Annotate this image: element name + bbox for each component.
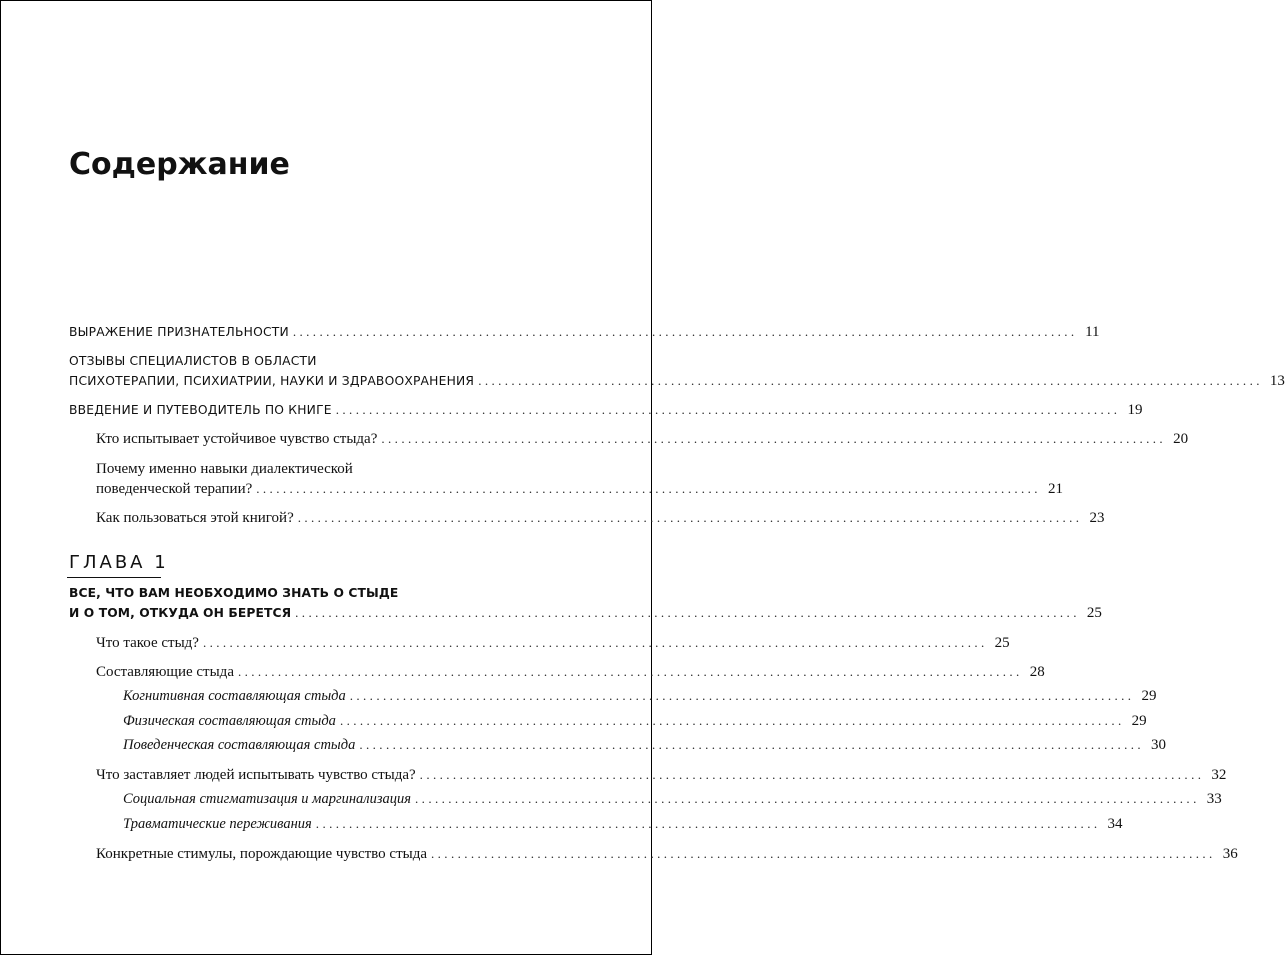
dot-leader: ...................................................................................................................... bbox=[359, 737, 1145, 752]
toc-entry-label: ПСИХОТЕРАПИИ, ПСИХИАТРИИ, НАУКИ И ЗДРАВООХРАНЕНИЯ bbox=[69, 374, 475, 388]
toc-page-number: 21 bbox=[1047, 481, 1063, 497]
dot-leader: ...................................................................................................................... bbox=[381, 431, 1167, 446]
dot-leader: ...................................................................................................................... bbox=[415, 791, 1200, 806]
toc-entry-label: Социальная стигматизация и маргинализация bbox=[123, 791, 412, 807]
toc-entry-label: Когнитивная составляющая стыда bbox=[123, 688, 346, 704]
toc-entry-cognitive[interactable] bbox=[123, 686, 1157, 706]
toc-page-number: 29 bbox=[1131, 713, 1147, 729]
toc-entry-reviews[interactable] bbox=[69, 371, 1285, 391]
toc-entry-triggers[interactable] bbox=[96, 844, 1238, 864]
toc-entry-label: Что заставляет людей испытывать чувство стыда? bbox=[96, 767, 416, 783]
toc-entry-what-causes[interactable] bbox=[96, 765, 1227, 785]
dot-leader: ...................................................................................................................... bbox=[297, 510, 1083, 525]
toc-page-number: 29 bbox=[1141, 688, 1157, 704]
toc-entry-how-to-use[interactable] bbox=[96, 508, 1105, 528]
toc-entry-acknowledgments[interactable] bbox=[69, 322, 1100, 342]
page-title: Содержание bbox=[69, 147, 290, 182]
toc-page-number: 23 bbox=[1089, 510, 1105, 526]
toc-entry-label: Кто испытывает устойчивое чувство стыда? bbox=[96, 431, 378, 447]
toc-page-number: 36 bbox=[1222, 846, 1238, 862]
toc-page-number: 19 bbox=[1127, 402, 1143, 418]
toc-page-number: 25 bbox=[994, 635, 1010, 651]
toc-entry-label: Поведенческая составляющая стыда bbox=[123, 737, 356, 753]
toc-chapter-title-line1: ВСЕ, ЧТО ВАМ НЕОБХОДИМО ЗНАТЬ О СТЫДЕ bbox=[69, 586, 399, 600]
toc-entry-label: Травматические переживания bbox=[123, 816, 312, 832]
dot-leader: ...................................................................................................................... bbox=[339, 713, 1125, 728]
toc-chapter-title[interactable] bbox=[69, 603, 1102, 623]
toc-page-number: 25 bbox=[1086, 605, 1102, 621]
dot-leader: ...................................................................................................................... bbox=[315, 816, 1101, 831]
dot-leader: ...................................................................................................................... bbox=[292, 324, 1078, 339]
toc-entry-label: Конкретные стимулы, порождающие чувство стыда bbox=[96, 846, 427, 862]
toc-entry-label: Физическая составляющая стыда bbox=[123, 713, 336, 729]
toc-entry-label: ВВЕДЕНИЕ И ПУТЕВОДИТЕЛЬ ПО КНИГЕ bbox=[69, 403, 332, 417]
toc-entry-behavioral[interactable] bbox=[123, 735, 1167, 755]
dot-leader: ...................................................................................................................... bbox=[349, 688, 1135, 703]
toc-page-number: 32 bbox=[1211, 767, 1227, 783]
toc-entry-label: Что такое стыд? bbox=[96, 635, 199, 651]
toc-entry-label: Как пользоваться этой книгой? bbox=[96, 510, 294, 526]
toc-page-number: 34 bbox=[1107, 816, 1123, 832]
dot-leader: ...................................................................................................................... bbox=[335, 402, 1121, 417]
dot-leader: ...................................................................................................................... bbox=[237, 664, 1023, 679]
dot-leader: ...................................................................................................................... bbox=[419, 767, 1205, 782]
toc-entry-what-is-shame[interactable] bbox=[96, 633, 1010, 653]
toc-entry-label: поведенческой терапии? bbox=[96, 481, 253, 497]
toc-entry-label: Составляющие стыда bbox=[96, 664, 234, 680]
dot-leader: ...................................................................................................................... bbox=[202, 635, 988, 650]
toc-page-number: 28 bbox=[1029, 664, 1045, 680]
toc-entry-stigmatization[interactable] bbox=[123, 789, 1222, 809]
toc-entry-physical[interactable] bbox=[123, 711, 1147, 731]
toc-page-number: 13 bbox=[1269, 373, 1285, 389]
toc-entry-label: И О ТОМ, ОТКУДА ОН БЕРЕТСЯ bbox=[69, 606, 292, 620]
toc-page-number: 11 bbox=[1085, 324, 1100, 340]
chapter-underline bbox=[67, 577, 161, 578]
toc-entry-components[interactable] bbox=[96, 662, 1045, 682]
chapter-label: ГЛАВА 1 bbox=[69, 552, 169, 573]
toc-entry-label: ВЫРАЖЕНИЕ ПРИЗНАТЕЛЬНОСТИ bbox=[69, 325, 289, 339]
toc-entry-why-dbt[interactable] bbox=[96, 479, 1063, 499]
toc-entry-introduction[interactable] bbox=[69, 400, 1143, 420]
toc-entry-who-feels-shame[interactable] bbox=[96, 429, 1189, 449]
toc-entry-reviews-line1: ОТЗЫВЫ СПЕЦИАЛИСТОВ В ОБЛАСТИ bbox=[69, 354, 317, 368]
toc-page-number: 30 bbox=[1151, 737, 1167, 753]
dot-leader: ...................................................................................................................... bbox=[478, 373, 1263, 388]
toc-entry-why-dbt-line1: Почему именно навыки диалектической bbox=[96, 461, 353, 477]
toc-page-number: 33 bbox=[1206, 791, 1222, 807]
dot-leader: ...................................................................................................................... bbox=[431, 846, 1216, 861]
dot-leader: ...................................................................................................................... bbox=[256, 481, 1041, 496]
toc-entry-trauma[interactable] bbox=[123, 814, 1123, 834]
dot-leader: ...................................................................................................................... bbox=[295, 605, 1080, 620]
toc-page-number: 20 bbox=[1173, 431, 1189, 447]
